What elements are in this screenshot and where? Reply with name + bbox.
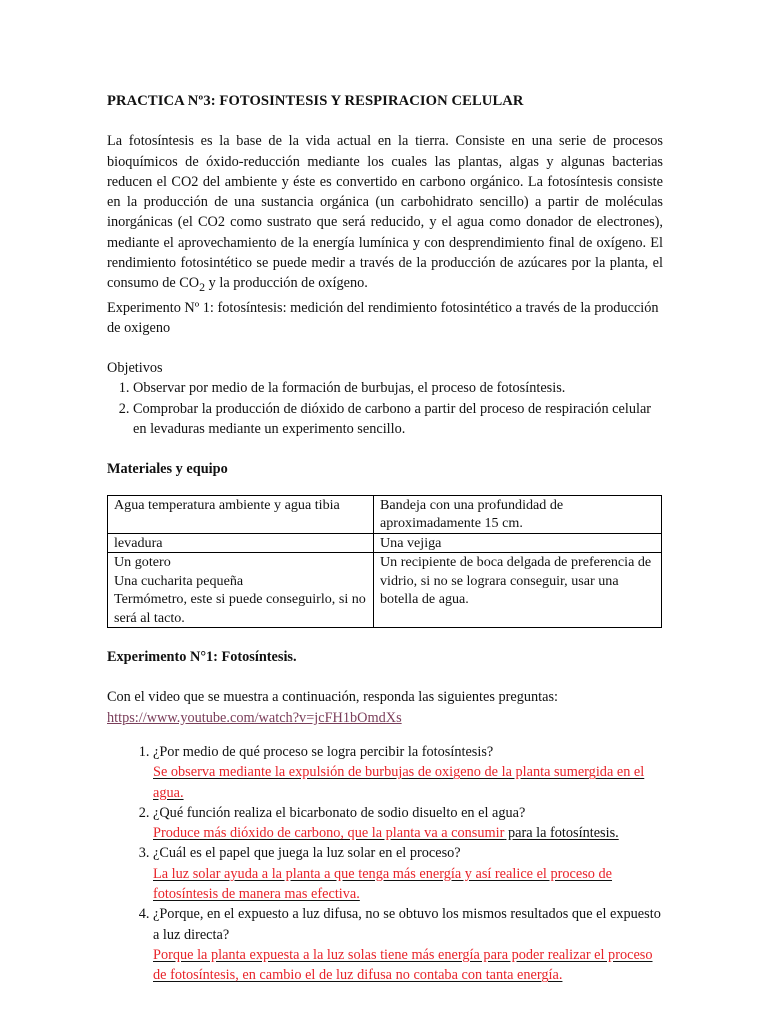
- answer-text: Produce más dióxido de carbono, que la planta va a consumir: [153, 825, 505, 842]
- question-item: [153, 843, 663, 904]
- cell-line: Una cucharita pequeña: [114, 572, 244, 589]
- cell-line: Termómetro, este si puede conseguirlo, si no será al tacto.: [114, 591, 366, 626]
- questions-list: [107, 742, 663, 986]
- question-item: [153, 803, 663, 844]
- question-text: ¿Cuál es el papel que juega la luz solar en el proceso?: [153, 845, 461, 862]
- table-row: [108, 533, 662, 553]
- question-text: ¿Por medio de qué proceso se logra percibir la fotosíntesis?: [153, 744, 494, 760]
- table-cell: Bandeja con una profundidad de aproximadamente 15 cm.: [374, 495, 662, 533]
- question-item: [153, 742, 663, 803]
- objectives-list: [107, 378, 663, 439]
- intro-paragraph: [107, 131, 663, 297]
- table-cell: Un recipiente de boca delgada de preferencia de vidrio, si no se lograra conseguir, usar una botella de agua.: [374, 553, 662, 628]
- question-text: ¿Qué función realiza el bicarbonato de sodio disuelto en el agua?: [153, 804, 526, 821]
- experiment1-heading: Experimento N°1: Fotosíntesis.: [107, 649, 297, 666]
- table-row: [108, 495, 662, 533]
- table-row: [108, 553, 662, 628]
- intro-subscript: 2: [199, 280, 206, 295]
- answer-text: Se observa mediante la expulsión de burbujas de oxigeno de la planta sumergida en el agua.: [153, 764, 645, 801]
- document-page: [107, 91, 663, 986]
- answer-text: La luz solar ayuda a la planta a que tenga más energía y así realice el proceso de fotosíntesis de manera mas efectiva.: [153, 865, 613, 903]
- objective-item: 2. Comprobar la producción de dióxido de carbono a partir del proceso de respiración celular en levaduras mediante un experimento sencillo.: [133, 399, 663, 440]
- table-cell: Una vejiga: [374, 533, 662, 553]
- cell-line: Un gotero: [114, 554, 171, 571]
- experiment-description: Experimento Nº 1: fotosíntesis: medición del rendimiento fotosintético a través de la producción de oxigeno: [107, 299, 659, 336]
- table-cell: levadura: [108, 533, 374, 553]
- materials-table: [107, 495, 662, 629]
- video-link[interactable]: https://www.youtube.com/watch?v=jcFH1bOmdXs: [107, 709, 402, 726]
- document-title: PRACTICA Nº3: FOTOSINTESIS Y RESPIRACION CELULAR: [107, 93, 524, 109]
- answer-tail-text: para la fotosíntesis.: [504, 825, 619, 842]
- intro-end: y la producción de oxígeno.: [205, 275, 368, 292]
- question-text: ¿Porque, en el expuesto a luz difusa, no se obtuvo los mismos resultados que el expuesto a luz directa?: [153, 906, 661, 943]
- instruction-text: Con el video que se muestra a continuación, responda las siguientes preguntas:: [107, 689, 559, 706]
- intro-text: La fotosíntesis es la base de la vida actual en la tierra. Consiste en una serie de procesos bioquímicos de óxido-reducción mediante los cuales las plantas, algas y algunas bacterias reducen el CO2 del ambiente y éste es convertido en carbono orgánico. La fotosíntesis consiste en la producción de una sustancia orgánica (un carbohidrato sencillo) a partir de moléculas inorgánicas (el CO2 como sustrato que será reducido, y el agua como donador de electrones), mediante el aprovechamiento de la energía lumínica y con desprendimiento final de oxígeno. El rendimiento fotosintético se puede medir a través de la producción de azúcares por la planta, el consumo de CO: [107, 133, 663, 292]
- table-cell: Agua temperatura ambiente y agua tibia: [108, 495, 374, 533]
- objective-item: 1. Observar por medio de la formación de burbujas, el proceso de fotosíntesis.: [133, 378, 663, 398]
- answer-text: Porque la planta expuesta a la luz solas tiene más energía para poder realizar el proceso de fotosíntesis, en cambio el de luz difusa no contaba con tanta energía.: [153, 946, 653, 984]
- objectives-label: Objetivos: [107, 360, 163, 377]
- table-cell: [108, 553, 374, 628]
- materials-heading: Materiales y equipo: [107, 461, 228, 478]
- question-item: [153, 904, 663, 985]
